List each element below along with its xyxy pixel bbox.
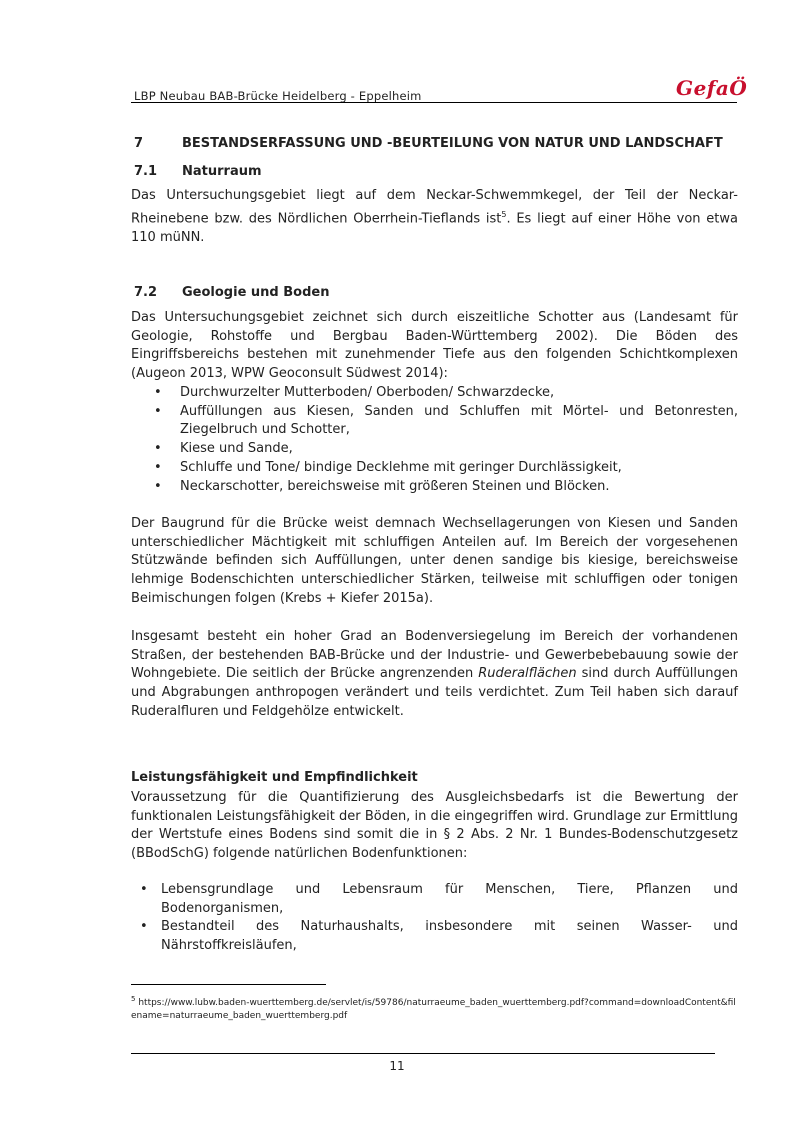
naturraum-text: Das Untersuchungsgebiet liegt auf dem Neckar-Schwemmkegel, der Teil der Neckar-Rheinebene bzw. des Nördlichen Oberrhein-Tieflands ist [131, 188, 738, 227]
versiegelung-text-a: Insgesamt besteht ein hoher Grad an Bodenversiegelung im Bereich der vorhandenen Straßen, der bestehenden BAB-Brücke und der Industrie- und Gewerbebebauung sowie der Wohngebiete. Die seitlich der Brücke angrenzenden [131, 629, 738, 682]
section-number: 7.2 [134, 285, 158, 300]
footnote-rule [131, 984, 326, 985]
footnote-link[interactable]: https://www.lubw.baden-wuerttemberg.de/servlet/is/59786/naturraeume_baden_wuerttemberg.pdf?command=downloadContent&filename=naturraeume_baden_wuerttemberg.pdf [131, 998, 736, 1021]
gefao-logo: GefaÖ [676, 76, 748, 100]
footnote-ref[interactable]: 5 [501, 209, 507, 219]
section-number: 7.1 [134, 164, 158, 179]
section-7-1-heading [134, 164, 262, 179]
naturraum-text-end: . Es liegt auf einer Höhe von etwa 110 müNN. [131, 211, 738, 245]
list-item: • Schluffe und Tone/ bindige Decklehme mit geringer Durchlässigkeit, [131, 459, 738, 478]
list-item: • Neckarschotter, bereichsweise mit größeren Steinen und Blöcken. [131, 478, 738, 497]
footnote-marker: 5 [131, 995, 136, 1003]
naturraum-paragraph [131, 187, 738, 247]
list-item: • Durchwurzelter Mutterboden/ Oberboden/ Schwarzdecke, [131, 384, 738, 403]
leistung-heading: Leistungsfähigkeit und Empfindlichkeit [131, 770, 418, 785]
section-number: 7 [134, 136, 144, 151]
schichtkomplexe-list [131, 384, 738, 496]
list-item: • Bestandteil des Naturhaushalts, insbesondere mit seinen Wasser- und Nährstoffkreisläufen, [131, 918, 738, 955]
running-header: LBP Neubau BAB-Brücke Heidelberg - Eppelheim [134, 89, 422, 103]
bodenfunktionen-list [131, 881, 738, 956]
baugrund-text: Der Baugrund für die Brücke weist demnach Wechsellagerungen von Kiesen und Sanden unterschiedlicher Mächtigkeit mit schluffigen Anteilen auf. Im Bereich der vorgesehenen Stützwände befinden sich Auffüllungen, unter denen sandige bis kiesige, bereichsweise lehmige Bodenschichten unterschiedlicher Stärken, teilweise mit schluffigen oder tonigen Beimischungen folgen (Krebs + Kiefer 2015a). [131, 516, 738, 606]
page-number: 11 [389, 1059, 405, 1073]
footer-rule [131, 1053, 715, 1054]
baugrund-paragraph [131, 515, 738, 609]
leistung-text: Voraussetzung für die Quantifizierung des Ausgleichsbedarfs ist die Bewertung der funktionalen Leistungsfähigkeit der Böden, in die eingegriffen wird. Grundlage zur Ermittlung der Wertstufe eines Bodens sind somit die in § 2 Abs. 2 Nr. 1 Bundes-Bodenschutzgesetz (BBodSchG) folgende natürlichen Bodenfunktionen: [131, 790, 738, 862]
list-item: • Auffüllungen aus Kiesen, Sanden und Schluffen mit Mörtel- und Betonresten, Ziegelbruch und Schotter, [131, 403, 738, 440]
section-7-2-heading [134, 285, 329, 300]
list-item: • Lebensgrundlage und Lebensraum für Menschen, Tiere, Pflanzen und Bodenorganismen, [131, 881, 738, 918]
geologie-intro-text: Das Untersuchungsgebiet zeichnet sich durch eiszeitliche Schotter aus (Landesamt für Geologie, Rohstoffe und Bergbau Baden-Württemberg 2002). Die Böden des Eingriffsbereichs bestehen mit zunehmender Tiefe aus den folgenden Schichtkomplexen (Augeon 2013, WPW Geoconsult Südwest 2014): [131, 310, 738, 382]
ruderalflaechen-term: Ruderalflächen [478, 666, 577, 682]
geologie-intro [131, 309, 738, 384]
leistung-paragraph [131, 789, 738, 864]
list-item: • Kiese und Sande, [131, 440, 738, 459]
section-title: BESTANDSERFASSUNG UND -BEURTEILUNG VON NATUR UND LANDSCHAFT [182, 136, 723, 151]
section-7-heading [134, 136, 734, 151]
header-rule [131, 102, 737, 103]
section-title: Naturraum [182, 164, 262, 179]
versiegelung-paragraph [131, 628, 738, 722]
footnote [131, 993, 741, 1023]
section-title: Geologie und Boden [182, 285, 330, 300]
versiegelung-text-b: sind durch Auffüllungen und Abgrabungen anthropogen verändert und teils verdichtet. Zum Teil haben sich darauf Ruderalfluren und Feldgehölze entwickelt. [131, 666, 739, 719]
